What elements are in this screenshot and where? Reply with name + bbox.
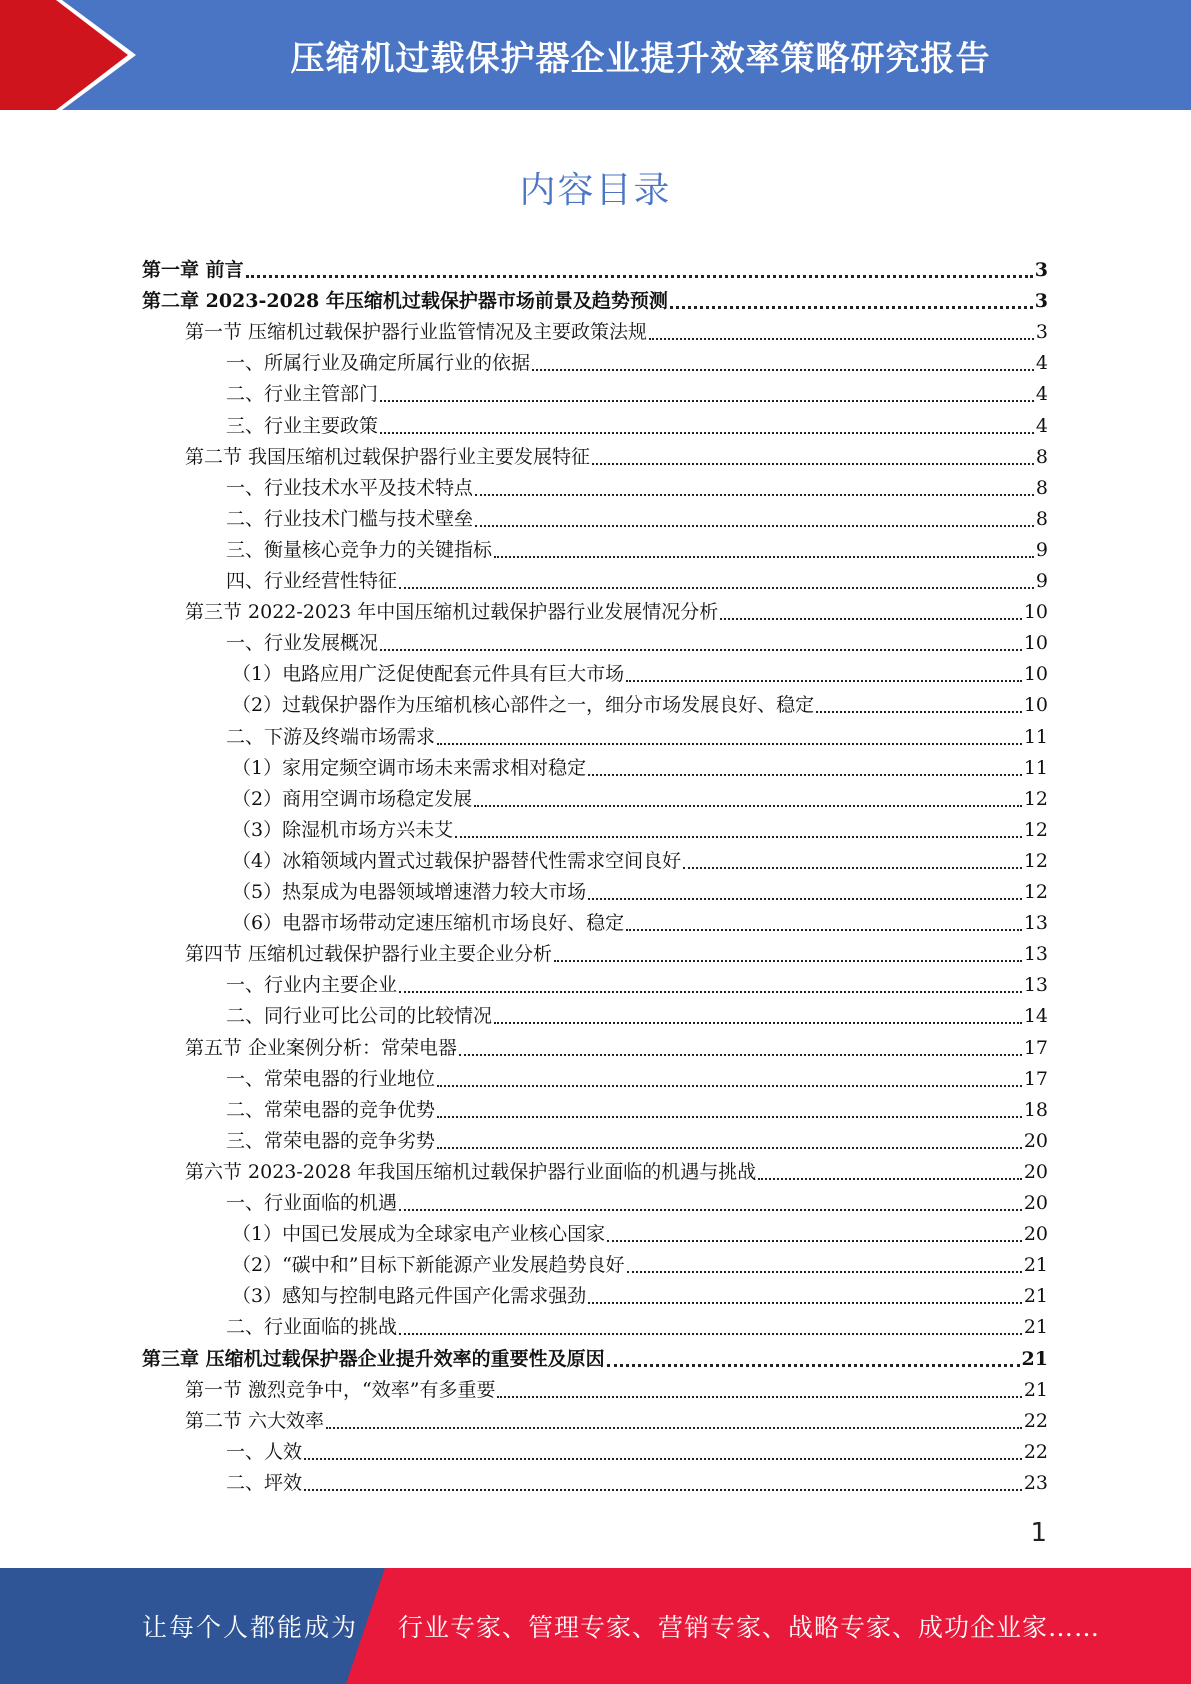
- footer-slogan-left: 让每个人都能成为: [142, 1613, 359, 1642]
- footer-banner: [0, 1568, 1191, 1684]
- toc-entry-title: 二、同行业可比公司的比较情况: [226, 1005, 493, 1028]
- toc-leader-dots: [437, 1116, 1022, 1118]
- toc-entry[interactable]: [226, 722, 1048, 753]
- toc-leader-dots: [494, 1022, 1022, 1024]
- toc-leader-dots: [380, 400, 1034, 402]
- toc-leader-dots: [497, 1396, 1021, 1398]
- toc-entry-title: 三、衡量核心竞争力的关键指标: [226, 538, 493, 561]
- toc-entry-title: （4）冰箱领域内置式过载保护器替代性需求空间良好: [232, 849, 682, 872]
- toc-entry-page: 13: [1023, 974, 1048, 997]
- toc-entry-title: 第一章 前言: [142, 259, 244, 281]
- toc-entry-title: 一、行业内主要企业: [226, 974, 398, 997]
- toc-entry[interactable]: [185, 1033, 1048, 1064]
- toc-entry-page: 18: [1023, 1098, 1048, 1121]
- toc-entry-page: 3: [1034, 259, 1048, 281]
- toc-entry-title: 二、行业面临的挑战: [226, 1316, 398, 1339]
- toc-entry[interactable]: [185, 1375, 1048, 1406]
- toc-entry-page: 12: [1023, 787, 1048, 810]
- toc-entry-title: 一、行业面临的机遇: [226, 1192, 398, 1214]
- toc-entry[interactable]: [185, 1406, 1048, 1437]
- toc-entry[interactable]: [226, 504, 1048, 535]
- toc-entry-title: （2）过载保护器作为压缩机核心部件之一，细分市场发展良好、稳定: [232, 694, 815, 717]
- toc-entry-page: 13: [1023, 912, 1048, 935]
- toc-entry[interactable]: [232, 846, 1048, 877]
- toc-entry-page: 21: [1021, 1347, 1048, 1370]
- toc-leader-dots: [588, 898, 1022, 900]
- toc-entry[interactable]: [185, 597, 1048, 628]
- toc-leader-dots: [459, 1054, 1022, 1056]
- toc-entry[interactable]: [226, 1437, 1048, 1468]
- toc-entry[interactable]: [185, 939, 1048, 970]
- toc-entry-title: 第三节 2022-2023 年中国压缩机过载保护器行业发展情况分析: [185, 601, 719, 624]
- toc-entry-page: 11: [1023, 725, 1048, 748]
- toc-entry[interactable]: [142, 1344, 1048, 1375]
- toc-leader-dots: [758, 1178, 1022, 1180]
- toc-entry[interactable]: [185, 1157, 1048, 1188]
- footer-slogan-right: 行业专家、管理专家、营销专家、战略专家、成功企业家……: [398, 1613, 1101, 1642]
- toc-leader-dots: [607, 1364, 1020, 1367]
- red-arrow-icon: [0, 0, 170, 110]
- toc-leader-dots: [720, 618, 1022, 620]
- toc-entry-page: 3: [1034, 290, 1048, 313]
- toc-entry-title: （5）热泵成为电器领域增速潜力较大市场: [232, 881, 587, 903]
- toc-entry[interactable]: [232, 690, 1048, 721]
- toc-leader-dots: [399, 1209, 1022, 1211]
- toc-leader-dots: [304, 1458, 1022, 1460]
- toc-entry-title: 二、行业主管部门: [226, 383, 379, 406]
- toc-entry[interactable]: [226, 1468, 1048, 1499]
- toc-entry-page: 17: [1023, 1036, 1048, 1059]
- toc-entry[interactable]: [226, 348, 1048, 379]
- toc-entry-title: 三、行业主要政策: [226, 414, 379, 437]
- toc-entry-title: 第二章 2023-2028 年压缩机过载保护器市场前景及趋势预测: [142, 290, 668, 313]
- toc-entry[interactable]: [232, 877, 1048, 908]
- toc-entry-page: 3: [1035, 321, 1048, 344]
- toc-leader-dots: [816, 711, 1022, 713]
- toc-entry-page: 22: [1023, 1409, 1048, 1432]
- toc-entry[interactable]: [226, 1188, 1048, 1219]
- toc-entry-page: 21: [1023, 1285, 1048, 1308]
- toc-entry-page: 21: [1023, 1254, 1048, 1277]
- toc-leader-dots: [592, 463, 1034, 465]
- toc-entry-title: 第三章 压缩机过载保护器企业提升效率的重要性及原因: [142, 1347, 605, 1370]
- page-number: 1: [1030, 1518, 1047, 1548]
- toc-entry-page: 4: [1035, 352, 1048, 375]
- toc-entry-title: 第五节 企业案例分析：常荣电器: [185, 1036, 458, 1059]
- toc-entry-title: 第二节 我国压缩机过载保护器行业主要发展特征: [185, 445, 591, 468]
- toc-entry-page: 12: [1023, 881, 1048, 903]
- toc-entry-title: （3）除湿机市场方兴未艾: [232, 818, 454, 841]
- toc-entry-page: 17: [1023, 1067, 1048, 1090]
- toc-entry-page: 10: [1023, 601, 1048, 624]
- toc-entry-page: 10: [1023, 694, 1048, 717]
- toc-entry-title: 第一节 压缩机过载保护器行业监管情况及主要政策法规: [185, 321, 648, 344]
- toc-entry-title: （6）电器市场带动定速压缩机市场良好、稳定: [232, 912, 625, 935]
- toc-leader-dots: [588, 1302, 1022, 1304]
- toc-leader-dots: [626, 929, 1022, 931]
- toc-entry[interactable]: [232, 815, 1048, 846]
- toc-entry[interactable]: [142, 286, 1048, 317]
- toc-leader-dots: [474, 805, 1022, 807]
- toc-entry-page: 13: [1023, 943, 1048, 966]
- toc-entry[interactable]: [142, 255, 1048, 286]
- toc-entry-title: 第六节 2023-2028 年我国压缩机过载保护器行业面临的机遇与挑战: [185, 1160, 757, 1183]
- toc-entry[interactable]: [226, 1064, 1048, 1095]
- toc-entry[interactable]: [226, 1126, 1048, 1157]
- toc-entry-title: 第二节 六大效率: [185, 1409, 325, 1432]
- toc-leader-dots: [532, 369, 1034, 371]
- toc-leader-dots: [455, 836, 1022, 838]
- toc-entry[interactable]: [232, 1219, 1048, 1250]
- toc-leader-dots: [437, 1147, 1022, 1149]
- toc-entry[interactable]: [232, 659, 1048, 690]
- toc-leader-dots: [437, 743, 1022, 745]
- toc-leader-dots: [649, 338, 1034, 340]
- toc-entry[interactable]: [232, 908, 1048, 939]
- toc-entry[interactable]: [226, 411, 1048, 442]
- toc-leader-dots: [380, 649, 1022, 651]
- header-banner: [0, 0, 1191, 110]
- toc-leader-dots: [683, 867, 1022, 869]
- toc-entry-title: 一、行业发展概况: [226, 632, 379, 655]
- toc-entry-page: 8: [1035, 476, 1048, 499]
- toc-leader-dots: [670, 306, 1033, 309]
- toc-leader-dots: [554, 960, 1022, 962]
- toc-entry[interactable]: [226, 379, 1048, 410]
- toc-entry-title: 二、坪效: [226, 1471, 303, 1494]
- toc-leader-dots: [399, 587, 1034, 589]
- toc-entry-page: 9: [1035, 538, 1048, 561]
- toc-entry-page: 20: [1023, 1223, 1048, 1246]
- toc-entry-title: 二、下游及终端市场需求: [226, 725, 436, 748]
- toc-entry-page: 10: [1023, 663, 1048, 686]
- toc-leader-dots: [326, 1427, 1022, 1429]
- toc-entry[interactable]: [185, 442, 1048, 473]
- toc-entry-page: 11: [1023, 756, 1048, 779]
- toc-entry-title: 第四节 压缩机过载保护器行业主要企业分析: [185, 943, 553, 966]
- toc-leader-dots: [246, 275, 1033, 278]
- toc-leader-dots: [627, 1271, 1022, 1273]
- toc-entry-title: 一、人效: [226, 1440, 303, 1463]
- toc-entry-title: （1）电路应用广泛促使配套元件具有巨大市场: [232, 663, 625, 686]
- toc-entry-page: 21: [1023, 1316, 1048, 1339]
- toc-entry-page: 12: [1023, 849, 1048, 872]
- toc-leader-dots: [607, 1240, 1022, 1242]
- toc-entry[interactable]: [226, 970, 1048, 1001]
- toc-entry[interactable]: [232, 1281, 1048, 1312]
- toc-entry-title: 二、常荣电器的竞争优势: [226, 1098, 436, 1121]
- toc-entry-page: 20: [1023, 1129, 1048, 1152]
- toc-entry[interactable]: [226, 1312, 1048, 1343]
- toc-entry-title: 一、常荣电器的行业地位: [226, 1067, 436, 1090]
- toc-entry-title: 第一节 激烈竞争中，“效率”有多重要: [185, 1378, 496, 1401]
- toc-entry-page: 4: [1035, 383, 1048, 406]
- toc-entry[interactable]: [226, 473, 1048, 504]
- toc-entry-page: 4: [1035, 414, 1048, 437]
- toc-entry-page: 20: [1023, 1192, 1048, 1214]
- toc-entry[interactable]: [232, 1250, 1048, 1281]
- toc-entry-title: （1）中国已发展成为全球家电产业核心国家: [232, 1223, 606, 1246]
- toc-entry[interactable]: [226, 628, 1048, 659]
- toc-entry-page: 8: [1035, 445, 1048, 468]
- toc-entry-page: 14: [1023, 1005, 1048, 1028]
- toc-entry[interactable]: [226, 1095, 1048, 1126]
- toc-entry-page: 8: [1035, 507, 1048, 530]
- toc-leader-dots: [475, 525, 1034, 527]
- toc-entry-title: 一、所属行业及确定所属行业的依据: [226, 352, 531, 375]
- toc-entry[interactable]: [232, 784, 1048, 815]
- toc-entry-title: 四、行业经营性特征: [226, 570, 398, 592]
- report-title: 压缩机过载保护器企业提升效率策略研究报告: [290, 38, 991, 79]
- toc-entry-page: 10: [1023, 632, 1048, 655]
- toc-entry-page: 9: [1035, 570, 1048, 592]
- toc-entry[interactable]: [226, 535, 1048, 566]
- toc-entry[interactable]: [226, 1001, 1048, 1032]
- toc-leader-dots: [304, 1489, 1022, 1491]
- toc-entry-title: 三、常荣电器的竞争劣势: [226, 1129, 436, 1152]
- toc-entry-page: 12: [1023, 818, 1048, 841]
- toc-leader-dots: [380, 432, 1034, 434]
- toc-leader-dots: [588, 774, 1022, 776]
- toc-leader-dots: [437, 1085, 1022, 1087]
- toc-entry-title: （2）“碳中和”目标下新能源产业发展趋势良好: [232, 1254, 625, 1277]
- toc-entry-title: 二、行业技术门槛与技术壁垒: [226, 507, 474, 530]
- toc-entry-page: 21: [1023, 1378, 1048, 1401]
- toc-leader-dots: [399, 991, 1022, 993]
- toc-entry-title: （2）商用空调市场稳定发展: [232, 787, 473, 810]
- toc-entry[interactable]: [185, 317, 1048, 348]
- toc-leader-dots: [494, 556, 1034, 558]
- toc-entry-page: 22: [1023, 1440, 1048, 1463]
- toc-leader-dots: [475, 494, 1034, 496]
- toc-entry-page: 23: [1023, 1471, 1048, 1494]
- toc-entry[interactable]: [232, 753, 1048, 784]
- toc-leader-dots: [399, 1333, 1022, 1335]
- toc-entry-title: 一、行业技术水平及技术特点: [226, 476, 474, 499]
- toc-entry[interactable]: [226, 566, 1048, 597]
- toc-entry-title: （3）感知与控制电路元件国产化需求强劲: [232, 1285, 587, 1308]
- toc-entry-page: 20: [1023, 1160, 1048, 1183]
- toc-title: 内容目录: [519, 170, 672, 211]
- toc-entry-title: （1）家用定频空调市场未来需求相对稳定: [232, 756, 587, 779]
- toc-leader-dots: [626, 680, 1022, 682]
